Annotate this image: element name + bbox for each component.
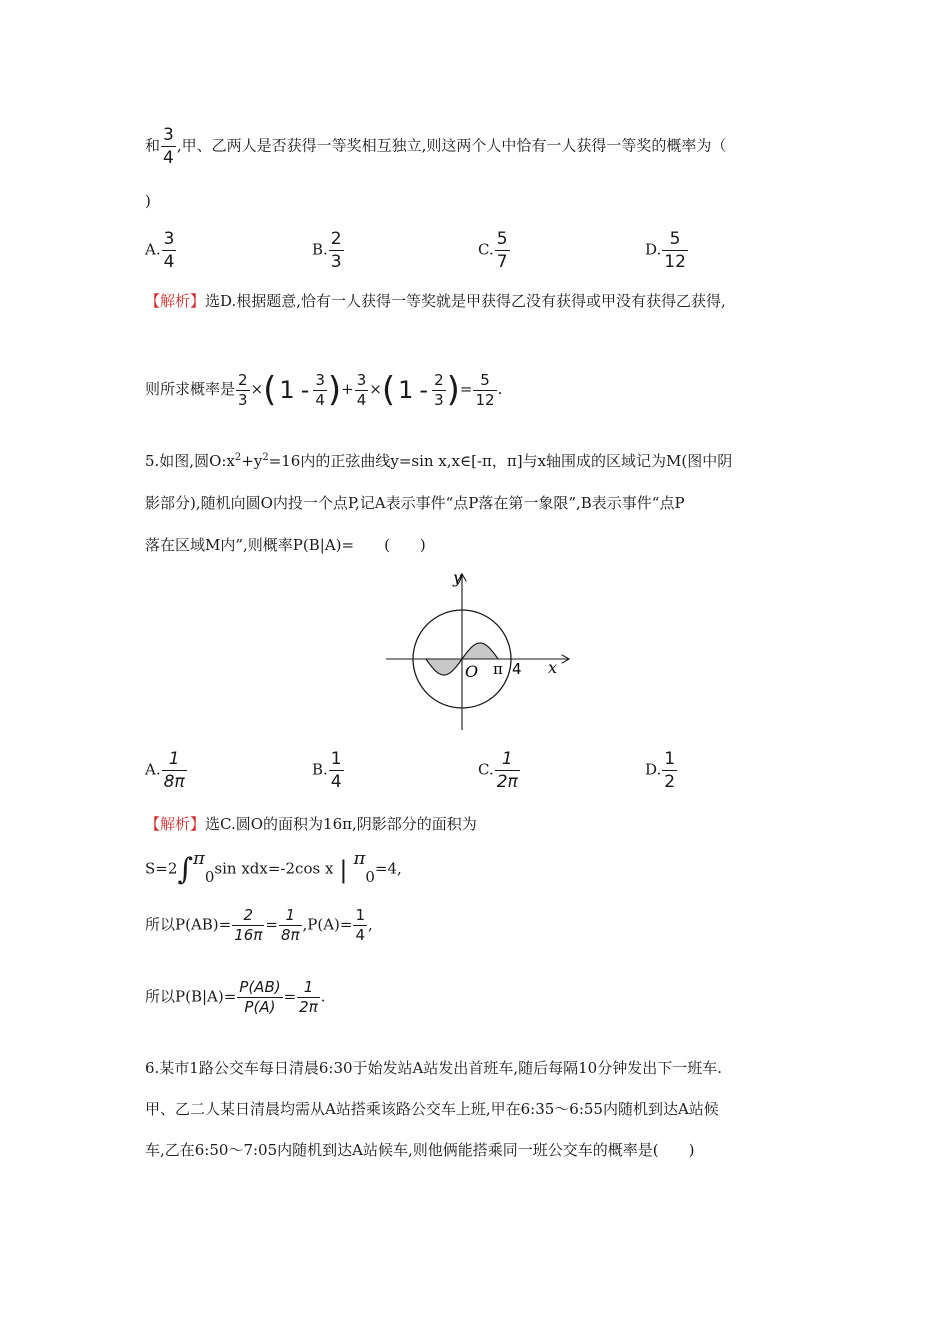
q5-option-d: D. $\frac{1}{2}$ <box>645 749 676 792</box>
q4-calculation: 则所求概率是 $\frac{2}{3}$ ×( 1 - $\frac{3}{4}$ )+ $\frac{3}{4}$ ×( 1 - $\frac{2}{3}$ )= $\frac{5}{12}$ . <box>145 370 503 410</box>
analysis-tag: 【解析】 <box>145 815 206 833</box>
q5-option-b: B. $\frac{1}{4}$ <box>312 749 342 792</box>
q4-option-c: C. $\frac{5}{7}$ <box>478 229 508 272</box>
q4-close-paren: ) <box>145 192 151 210</box>
q4-option-a: A. $\frac{3}{4}$ <box>145 229 175 272</box>
q5-integral-line: S=2∫π0sin xdx=-2cos x | π0=4, <box>145 847 402 887</box>
q6-stem-line-1: 6.某市1路公交车每日清晨6:30于始发站A站发出首班车,随后每隔10分钟发出下一班车. <box>145 1059 722 1077</box>
q4-analysis: 【解析】选D.根据题意,恰有一人获得一等奖就是甲获得乙没有获得或甲没有获得乙获得, <box>145 292 726 310</box>
q6-stem-line-3: 车,乙在6:50～7:05内随机到达A站候车,则他俩能搭乘同一班公交车的概率是( ) <box>145 1141 695 1159</box>
q6-stem-line-2: 甲、乙二人某日清晨均需从A站搭乘该路公交车上班,甲在6:35～6:55内随机到达A站候 <box>145 1100 719 1118</box>
q5-stem-line-3: 落在区域M内”,则概率P(B|A)= ( ) <box>145 536 426 554</box>
q5-stem-line-2: 影部分),随机向圆O内投一个点P,记A表示事件“点P落在第一象限”,B表示事件“点P <box>145 494 685 512</box>
q5-stem-line-1: 5.如图,圆$O:x^2+y^2=16$内的正弦曲线y=sin x,x∈[-π，π]与x轴围成的区域记为M(图中阴 <box>145 452 733 470</box>
q5-analysis: 【解析】选C.圆O的面积为16π,阴影部分的面积为 <box>145 815 477 833</box>
q5-figure <box>380 565 580 735</box>
q5-option-c: C. $\frac{1}{2\pi}$ <box>478 749 518 792</box>
origin-label: O <box>465 662 479 681</box>
x-axis-label: x <box>548 658 558 677</box>
analysis-tag: 【解析】 <box>145 292 206 310</box>
q4-option-d: D. $\frac{5}{12}$ <box>645 229 686 272</box>
q5-pba-line: 所以P(B|A)= $\frac{P(AB)}{P(A)}$ = $\frac{1}{2\pi}$ . <box>145 978 326 1016</box>
q5-pab-line: 所以P(AB)= $\frac{2}{16\pi}$ = $\frac{1}{8\pi}$ ,P(A)= $\frac{1}{4}$ , <box>145 906 373 944</box>
q4-option-b: B. $\frac{2}{3}$ <box>312 229 342 272</box>
q4-stem: 和 $\frac{3}{4}$ ,甲、乙两人是否获得一等奖相互独立,则这两个人中恰有一人获得一等奖的概率为（ <box>145 125 727 168</box>
y-axis-label: y <box>453 568 463 587</box>
q4-lead-fraction: $\frac{3}{4}$ <box>163 125 174 168</box>
four-label: 4 <box>512 660 522 678</box>
pi-label: π <box>493 660 503 678</box>
q5-option-a: A. $\frac{1}{8\pi}$ <box>145 749 185 792</box>
